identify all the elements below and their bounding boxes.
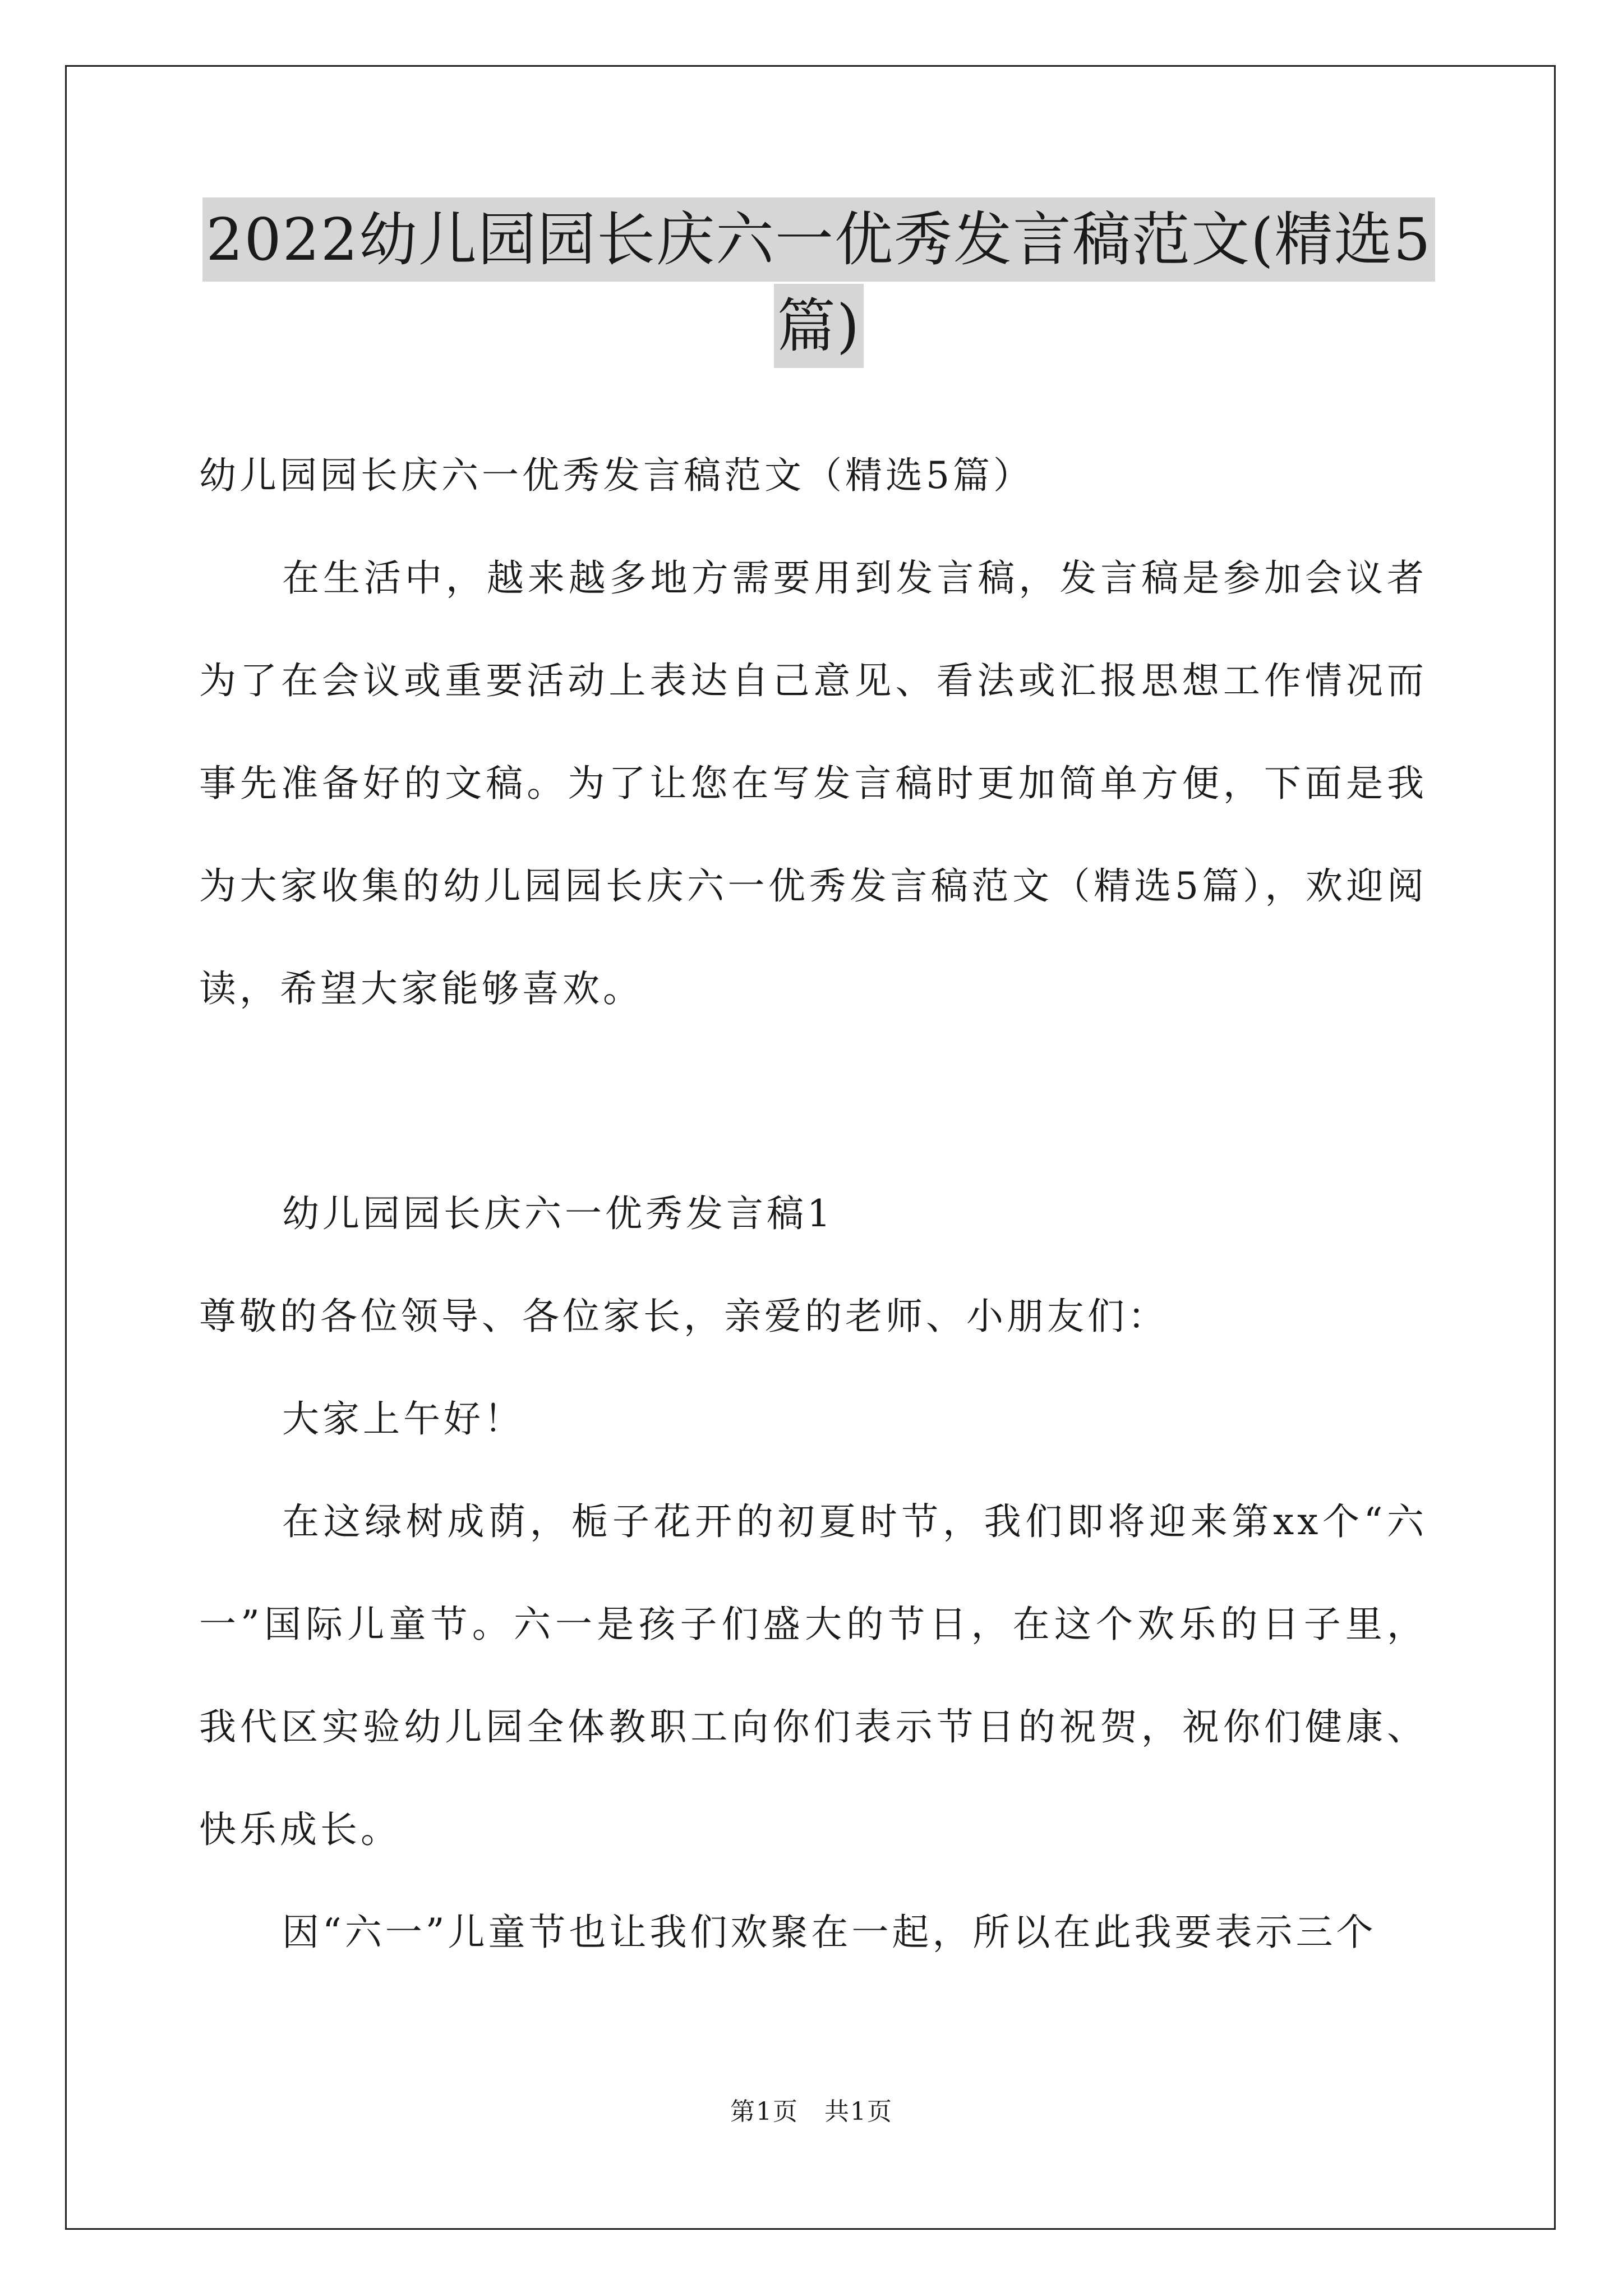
title-line-2: 篇) — [774, 284, 864, 368]
section-heading: 幼儿园园长庆六一优秀发言稿1 — [282, 1192, 834, 1235]
intro-paragraph: 在生活中，越来越多地方需要用到发言稿，发言稿是参加会议者为了在会议或重要活动上表达自己意见、看法或汇报思想工作情况而事先准备好的文稿。为了让您在写发言稿时更加简单方便，下面是我为大家收集的幼儿园园长庆六一优秀发言稿范文（精选5篇），欢迎阅读，希望大家能够喜欢。 — [199, 556, 1427, 1010]
subtitle: 幼儿园园长庆六一优秀发言稿范文（精选5篇） — [199, 454, 1034, 497]
speech-section — [199, 1162, 1427, 1984]
document-body — [199, 424, 1427, 1040]
greeting: 大家上午好！ — [282, 1397, 524, 1441]
document-title — [191, 197, 1447, 368]
body-paragraph-1: 在这绿树成荫，栀子花开的初夏时节，我们即将迎来第xx个“六一”国际儿童节。六一是孩子们盛大的节日，在这个欢乐的日子里，我代区实验幼儿园全体教职工向你们表示节日的祝贺，祝你们健康、快乐成长。 — [199, 1500, 1427, 1851]
salutation: 尊敬的各位领导、各位家长，亲爱的老师、小朋友们： — [199, 1295, 1168, 1338]
title-line-1: 2022幼儿园园长庆六一优秀发言稿范文(精选5 — [202, 197, 1435, 282]
body-paragraph-2: 因“六一”儿童节也让我们欢聚在一起，所以在此我要表示三个 — [282, 1911, 1377, 1954]
page-number: 第1页 共1页 — [730, 2097, 893, 2126]
